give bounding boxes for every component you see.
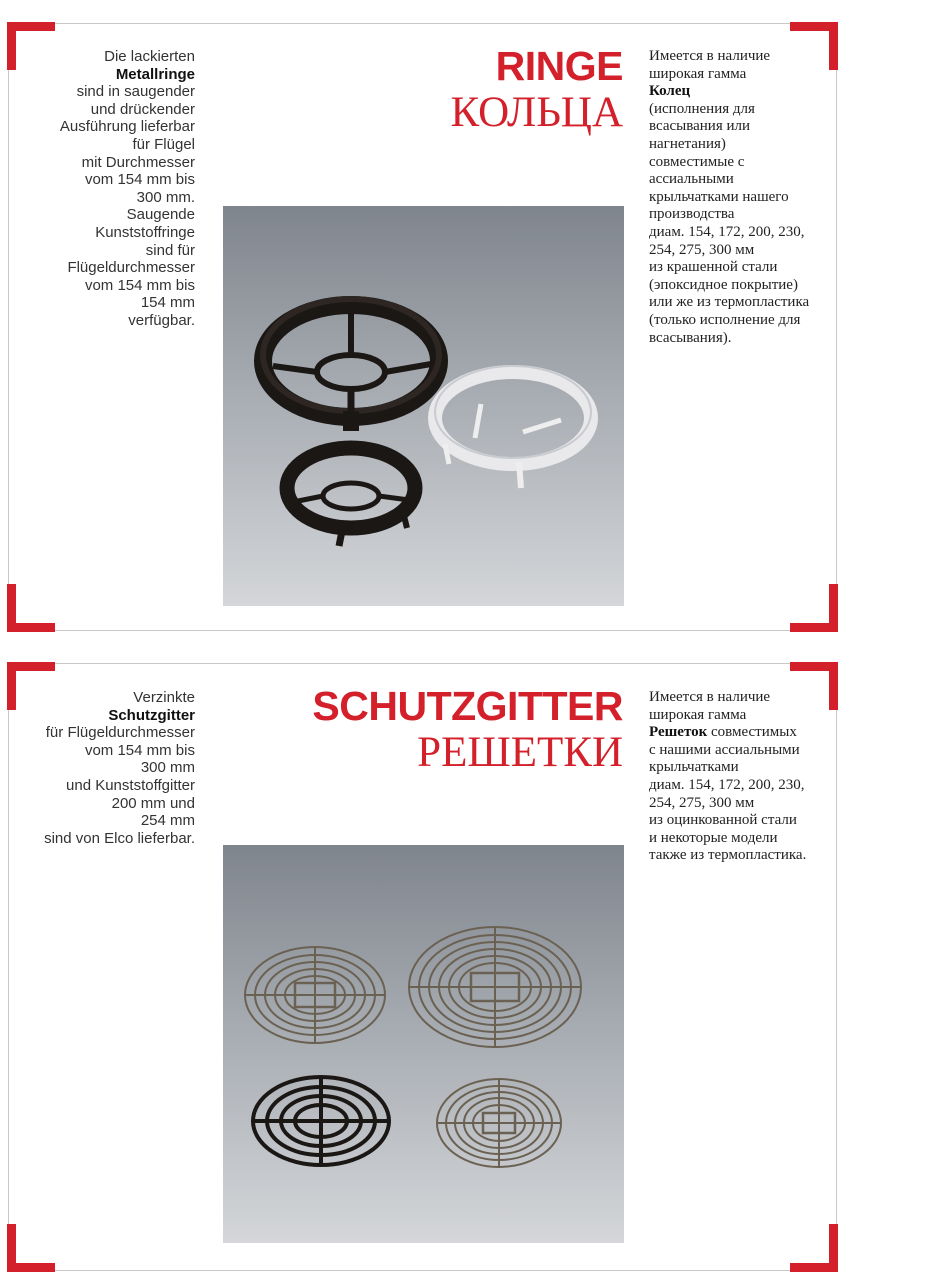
guards-product-photo bbox=[223, 845, 624, 1243]
rings-german-description: Die lackierten Metallringe sind in saugender und drückender Ausführung lieferbar für Flügel mit Durchmesser vom 154 mm bis 300 mm. Saugende Kunststoffringe sind für Flügeldurchmesser vom 154 mm bis 154 mm verfügbar. bbox=[59, 48, 195, 329]
rings-illustration bbox=[223, 206, 624, 606]
guards-title-german: SCHUTZGITTER bbox=[312, 683, 623, 729]
guards-russian-description: Имеется в наличие широкая гамма Решеток совместимых с нашими ассиальными крыльчатками диам. 154, 172, 200, 230, 254, 275, 300 мм из оцинкованной стали и некоторые модели также из термопластика. bbox=[649, 689, 807, 864]
corner-mark-bottom-right bbox=[790, 1224, 838, 1272]
rings-product-photo bbox=[223, 206, 624, 606]
white-ring bbox=[435, 366, 591, 488]
rings-panel bbox=[8, 23, 837, 631]
corner-mark-bottom-left bbox=[7, 584, 55, 632]
wire-guard-bottom-right bbox=[437, 1079, 561, 1167]
corner-mark-top-left bbox=[7, 22, 55, 70]
rings-title-russian: КОЛЬЦА bbox=[450, 89, 623, 136]
corner-mark-bottom-left bbox=[7, 1224, 55, 1272]
corner-mark-bottom-right bbox=[790, 584, 838, 632]
guards-panel bbox=[8, 663, 837, 1271]
guards-illustration bbox=[223, 845, 624, 1243]
black-ring-small bbox=[287, 448, 415, 546]
wire-guard-top-left bbox=[245, 947, 385, 1043]
plastic-guard-bottom-left bbox=[253, 1077, 389, 1165]
guards-german-description: Verzinkte Schutzgitter für Flügeldurchmesser vom 154 mm bis 300 mm und Kunststoffgitter 200 mm und 254 mm sind von Elco lieferbar. bbox=[44, 689, 195, 847]
rings-russian-description: Имеется в наличие широкая гамма Колец (исполнения для всасывания или нагнетания) совместимые с ассиальными крыльчатками нашего производства диам. 154, 172, 200, 230, 254, 275, 300 мм из крашенной стали (эпоксидное покрытие) или же из термопластика (только исполнение для всасывания). bbox=[649, 48, 810, 346]
rings-title-german: RINGE bbox=[495, 43, 623, 89]
black-ring-large bbox=[263, 299, 439, 431]
wire-guard-top-right bbox=[409, 927, 581, 1047]
guards-title-russian: РЕШЕТКИ bbox=[417, 729, 623, 776]
